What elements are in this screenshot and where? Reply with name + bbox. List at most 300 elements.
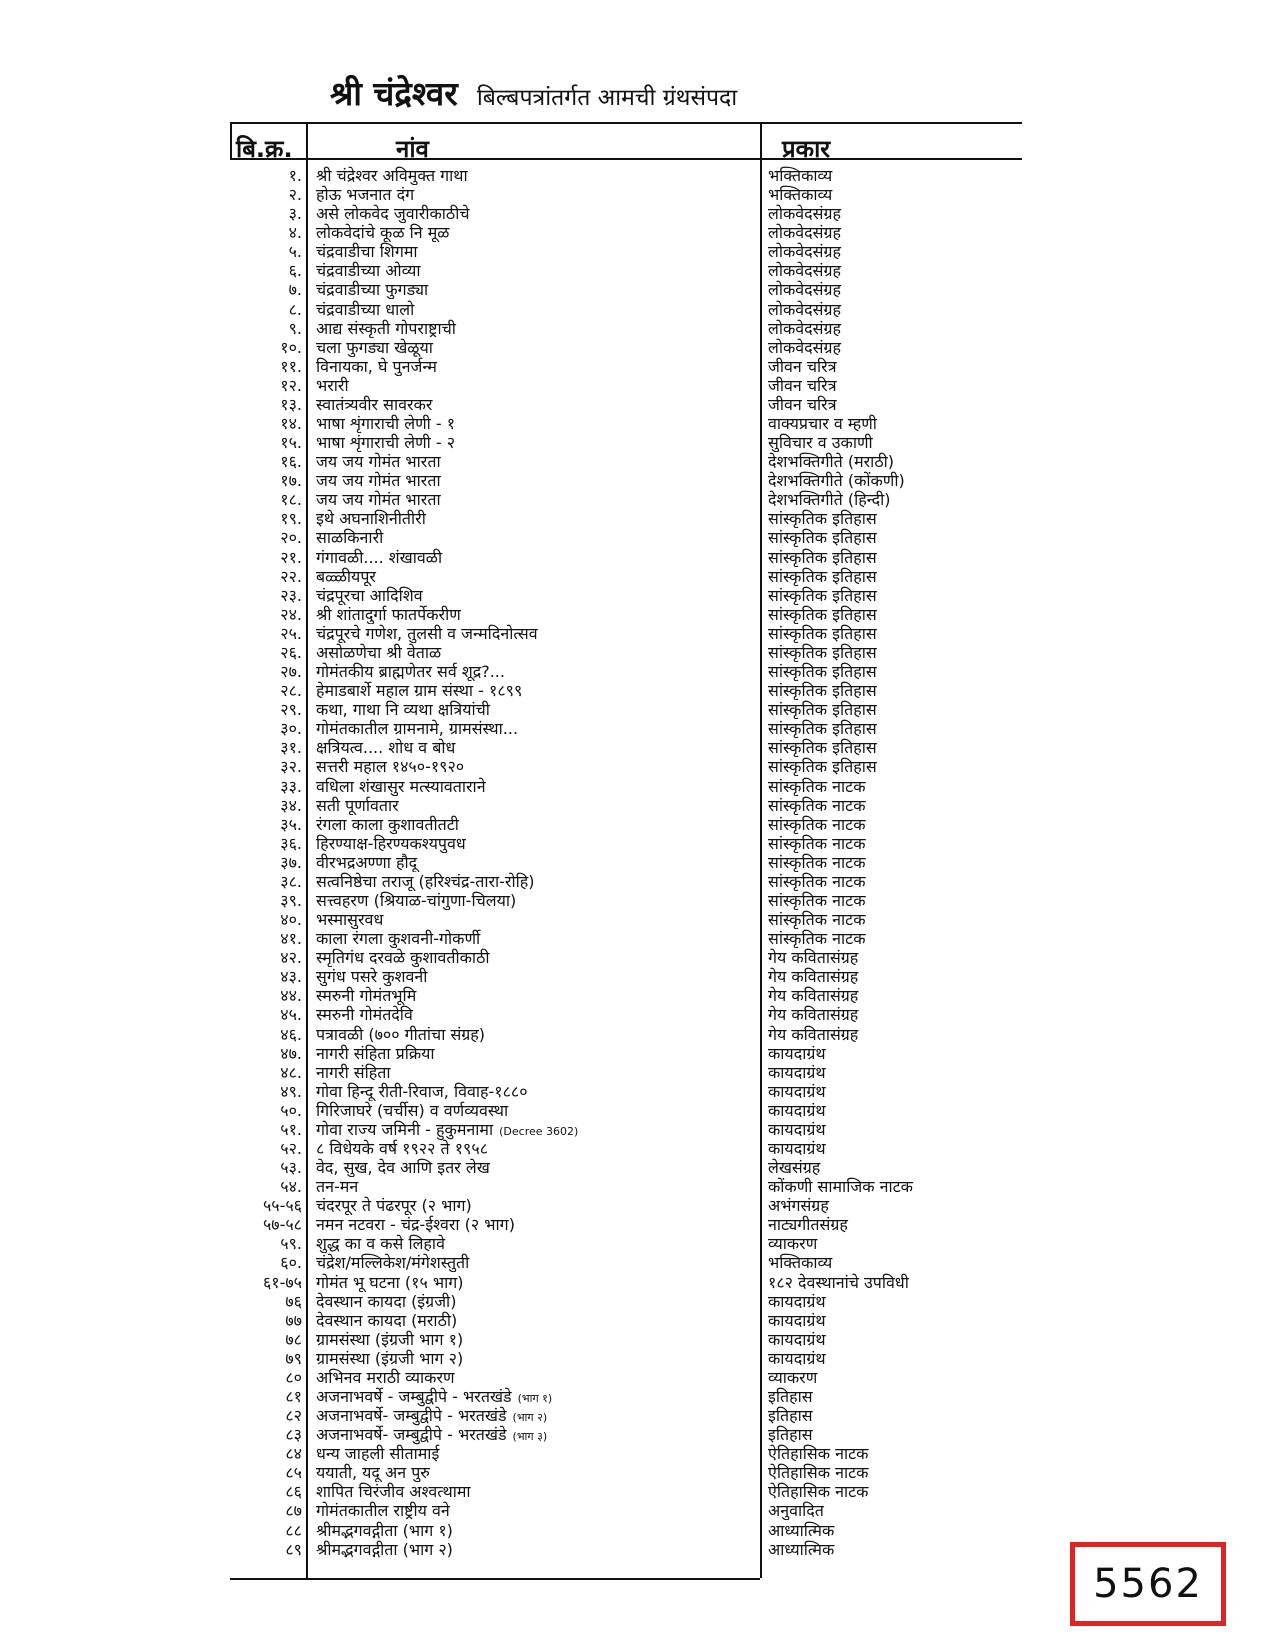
row-title-text: भस्मासुरवध xyxy=(316,910,384,930)
row-title-text: श्री शांतादुर्गा फातर्पेकरीण xyxy=(316,604,461,624)
title-subtitle: बिल्बपत्रांतर्गत आमची ग्रंथसंपदा xyxy=(476,85,738,111)
row-title-text: जय जय गोमंत भारता xyxy=(316,490,441,510)
row-type: सांस्कृतिक इतिहास xyxy=(768,681,877,701)
header-name: नांव xyxy=(396,135,429,163)
row-type: देशभक्तिगीते (हिन्दी) xyxy=(768,490,891,510)
table-row xyxy=(230,300,1022,319)
row-title-text: श्रीमद्भगवद्गीता (भाग १) xyxy=(316,1520,453,1540)
row-serial: ३३. xyxy=(280,776,302,796)
row-title-text: भरारी xyxy=(316,375,349,395)
row-title xyxy=(316,1196,746,1215)
table-row xyxy=(230,1330,1022,1349)
row-title xyxy=(316,261,746,280)
row-type: व्याकरण xyxy=(768,1367,818,1387)
row-type: जीवन चरित्र xyxy=(768,356,837,376)
row-type: लोकवेदसंग्रह xyxy=(768,204,842,224)
row-title xyxy=(316,986,746,1005)
row-type: गेय कवितासंग्रह xyxy=(768,1005,859,1025)
row-type: ऐतिहासिक नाटक xyxy=(768,1444,869,1464)
row-serial: ७६ xyxy=(285,1291,302,1311)
table-row xyxy=(230,548,1022,567)
row-title-text: गोवा हिन्दू रीती-रिवाज, विवाह-१८८० xyxy=(316,1081,528,1101)
row-serial: ४८. xyxy=(280,1062,302,1082)
row-serial: ८. xyxy=(288,299,302,319)
row-type: सांस्कृतिक इतिहास xyxy=(768,642,877,662)
row-serial: ३. xyxy=(288,204,302,224)
row-type: सांस्कृतिक इतिहास xyxy=(768,719,877,739)
row-title-text: काला रंगला कुशवनी-गोकर्णी xyxy=(316,929,481,949)
row-serial: ३५. xyxy=(280,814,302,834)
row-serial: ८० xyxy=(285,1367,302,1387)
row-type: सांस्कृतिक नाटक xyxy=(768,852,866,872)
row-serial: ३९. xyxy=(280,890,302,910)
row-title xyxy=(316,967,746,986)
table-row xyxy=(230,1521,1022,1540)
row-title xyxy=(316,528,746,547)
row-title xyxy=(316,681,746,700)
row-title xyxy=(316,204,746,223)
row-title-note: (भाग १) xyxy=(517,1392,553,1405)
row-title xyxy=(316,1005,746,1024)
table-row xyxy=(230,948,1022,967)
row-title xyxy=(316,1082,746,1101)
row-serial: ८८ xyxy=(285,1520,302,1540)
row-serial: ९. xyxy=(288,318,302,338)
row-title xyxy=(316,1406,746,1427)
row-title xyxy=(316,1139,746,1158)
row-serial: ३७. xyxy=(280,852,302,872)
row-title xyxy=(316,1425,746,1446)
table-row xyxy=(230,738,1022,757)
row-serial: ४६. xyxy=(280,1024,302,1044)
row-serial: २५. xyxy=(280,623,302,643)
row-type: लोकवेदसंग्रह xyxy=(768,261,842,281)
table-row xyxy=(230,395,1022,414)
table-row xyxy=(230,834,1022,853)
row-title xyxy=(316,1482,746,1501)
table-row xyxy=(230,1005,1022,1024)
row-title xyxy=(316,1215,746,1234)
row-title-text: जय जय गोमंत भारता xyxy=(316,471,441,491)
row-title-text: स्मरुनी गोमंतभूमि xyxy=(316,986,417,1006)
row-title xyxy=(316,1501,746,1520)
row-title xyxy=(316,1101,746,1120)
row-type: सांस्कृतिक इतिहास xyxy=(768,700,877,720)
row-serial: ८६ xyxy=(285,1482,302,1502)
row-title-text: सत्त्वहरण (श्रियाळ-चांगुणा-चिलया) xyxy=(316,890,517,910)
row-title xyxy=(316,719,746,738)
table-row xyxy=(230,1101,1022,1120)
row-title-text: विनायका, घे पुनर्जन्म xyxy=(316,356,437,376)
row-title xyxy=(316,796,746,815)
row-type: अनुवादित xyxy=(768,1501,824,1521)
row-serial: ५७-५८ xyxy=(262,1215,302,1235)
row-title-text: अजनाभवर्षे- जम्बुद्वीपे - भरतखंडे xyxy=(316,1406,507,1426)
row-type: व्याकरण xyxy=(768,1234,818,1254)
row-title xyxy=(316,395,746,414)
table-row xyxy=(230,1406,1022,1425)
row-title-note: (भाग २) xyxy=(512,1411,548,1425)
table-row xyxy=(230,700,1022,719)
row-type: सांस्कृतिक नाटक xyxy=(768,814,866,834)
table-bottom-rule xyxy=(230,1578,760,1580)
row-title xyxy=(316,300,746,319)
row-serial: २३. xyxy=(280,585,302,605)
row-type: सांस्कृतिक इतिहास xyxy=(768,738,877,758)
row-serial: ४९. xyxy=(280,1081,302,1101)
row-serial: १७. xyxy=(280,471,302,491)
row-title-text: लोकवेदांचे कूळ नि मूळ xyxy=(316,223,450,243)
table-row xyxy=(230,1349,1022,1368)
row-serial: ७८ xyxy=(285,1329,302,1349)
row-title xyxy=(316,1120,746,1141)
row-title xyxy=(316,567,746,586)
row-type: सांस्कृतिक इतिहास xyxy=(768,585,877,605)
row-title xyxy=(316,452,746,471)
row-title-text: हिरण्याक्ष-हिरण्यकश्यपुवध xyxy=(316,833,466,853)
row-title-text: स्वातंत्र्यवीर सावरकर xyxy=(316,394,433,414)
row-title-text: चंद्रपूरचे गणेश, तुलसी व जन्मदिनोत्सव xyxy=(316,623,538,643)
row-serial: ४०. xyxy=(280,910,302,930)
row-type: भक्तिकाव्य xyxy=(768,185,833,205)
row-serial: २६. xyxy=(280,642,302,662)
row-title xyxy=(316,376,746,395)
row-type: जीवन चरित्र xyxy=(768,394,837,414)
table-row xyxy=(230,891,1022,910)
table-row xyxy=(230,1463,1022,1482)
row-title xyxy=(316,1387,746,1408)
table-row xyxy=(230,338,1022,357)
row-title xyxy=(316,872,746,891)
row-serial: १९. xyxy=(280,509,302,529)
row-title xyxy=(316,185,746,204)
row-title-text: वीरभद्रअण्णा हौदू xyxy=(316,852,418,872)
table-row xyxy=(230,910,1022,929)
header-type: प्रकार xyxy=(782,135,831,163)
row-serial: १. xyxy=(288,166,302,185)
row-title xyxy=(316,1273,746,1292)
row-type: ऐतिहासिक नाटक xyxy=(768,1482,869,1502)
row-type: सुविचार व उकाणी xyxy=(768,433,873,453)
row-serial: ८५ xyxy=(285,1463,302,1483)
row-title-text: चंदरपूर ते पंढरपूर (२ भाग) xyxy=(316,1196,472,1216)
table-row xyxy=(230,319,1022,338)
row-type: लोकवेदसंग्रह xyxy=(768,223,842,243)
row-type: भक्तिकाव्य xyxy=(768,1253,833,1273)
row-title-text: गिरिजाघरे (चर्चीस) व वर्णव्यवस्था xyxy=(316,1100,509,1120)
row-title xyxy=(316,929,746,948)
row-type: सांस्कृतिक इतिहास xyxy=(768,604,877,624)
table-row xyxy=(230,853,1022,872)
table-row xyxy=(230,1273,1022,1292)
row-title xyxy=(316,280,746,299)
row-title xyxy=(316,319,746,338)
table-row xyxy=(230,605,1022,624)
table-row xyxy=(230,204,1022,223)
row-type: १८२ देवस्थानांचे उपविधी xyxy=(768,1272,909,1292)
row-serial: ५१. xyxy=(280,1119,302,1139)
table-row xyxy=(230,1444,1022,1463)
row-serial: ३१. xyxy=(280,738,302,758)
row-title xyxy=(316,490,746,509)
row-title-text: चला फुगड्या खेळूया xyxy=(316,337,433,357)
row-type: सांस्कृतिक नाटक xyxy=(768,890,866,910)
row-serial: ११. xyxy=(280,356,302,376)
row-title-text: चंद्रवाडीचा शिगमा xyxy=(316,242,418,262)
row-type: कायदाग्रंथ xyxy=(768,1138,826,1158)
table-row xyxy=(230,1501,1022,1520)
row-title xyxy=(316,1349,746,1368)
row-type: लेखसंग्रह xyxy=(768,1158,821,1178)
row-serial: २९. xyxy=(280,700,302,720)
row-serial: ५३. xyxy=(280,1158,302,1178)
table-top-rule xyxy=(230,122,1022,124)
table-row xyxy=(230,681,1022,700)
row-title-text: असोळणेचा श्री वेताळ xyxy=(316,642,442,662)
row-title xyxy=(316,948,746,967)
row-title-text: जय जय गोमंत भारता xyxy=(316,452,441,472)
row-title xyxy=(316,166,746,185)
row-serial: ५०. xyxy=(280,1100,302,1120)
table-row xyxy=(230,586,1022,605)
table-row xyxy=(230,452,1022,471)
table-row xyxy=(230,357,1022,376)
row-serial: ३२. xyxy=(280,757,302,777)
row-serial: २. xyxy=(288,185,302,205)
row-type: सांस्कृतिक इतिहास xyxy=(768,623,877,643)
row-title xyxy=(316,242,746,261)
row-title-note: (Decree 3602) xyxy=(499,1124,579,1138)
table-row xyxy=(230,929,1022,948)
row-serial: ४७. xyxy=(280,1043,302,1063)
row-title xyxy=(316,662,746,681)
row-title xyxy=(316,777,746,796)
row-type: सांस्कृतिक इतिहास xyxy=(768,757,877,777)
row-title xyxy=(316,624,746,643)
row-title-text: श्रीमद्भगवद्गीता (भाग २) xyxy=(316,1539,453,1559)
row-title xyxy=(316,1311,746,1330)
table-row xyxy=(230,757,1022,776)
row-title xyxy=(316,910,746,929)
table-row xyxy=(230,185,1022,204)
row-title-text: धन्य जाहली सीतामाई xyxy=(316,1444,440,1464)
table-row xyxy=(230,528,1022,547)
row-title xyxy=(316,1521,746,1540)
table-row xyxy=(230,1253,1022,1272)
row-serial: २२. xyxy=(280,566,302,586)
row-serial: ४१. xyxy=(280,929,302,949)
row-serial: २४. xyxy=(280,604,302,624)
row-title-text: क्षत्रियत्व.... शोध व बोध xyxy=(316,738,456,758)
table-row xyxy=(230,1292,1022,1311)
row-serial: १३. xyxy=(280,394,302,414)
table-row xyxy=(230,986,1022,1005)
row-title-text: गोमंत भू घटना (१५ भाग) xyxy=(316,1272,464,1292)
table-row xyxy=(230,261,1022,280)
row-type: गेय कवितासंग्रह xyxy=(768,967,859,987)
table-row xyxy=(230,662,1022,681)
row-title-text: श्री चंद्रेश्वर अविमुक्त गाथा xyxy=(316,166,468,185)
table-row xyxy=(230,1311,1022,1330)
table-row xyxy=(230,1540,1022,1559)
row-title-text: ८ विधेयके वर्ष १९२२ ते १९५८ xyxy=(316,1138,489,1158)
row-title-text: गोमंतकीय ब्राह्मणेतर सर्व शूद्र?... xyxy=(316,662,505,682)
row-title-text: चंद्रवाडीच्या फुगड्या xyxy=(316,280,429,300)
row-title xyxy=(316,815,746,834)
row-serial: ८९ xyxy=(285,1539,302,1559)
row-serial: १८. xyxy=(280,490,302,510)
table-row xyxy=(230,1158,1022,1177)
row-title-text: पत्रावळी (७०० गीतांचा संग्रह) xyxy=(316,1024,486,1044)
row-title-text: बळ्ळीयपूर xyxy=(316,566,376,586)
row-title-text: असे लोकवेद जुवारीकाठीचे xyxy=(316,204,470,224)
row-title-text: शुद्ध का व कसे लिहावे xyxy=(316,1234,445,1254)
row-serial: ३०. xyxy=(280,719,302,739)
row-title-text: भाषा शृंगाराची लेणी - १ xyxy=(316,414,456,434)
row-type: सांस्कृतिक इतिहास xyxy=(768,528,877,548)
row-title xyxy=(316,1444,746,1463)
row-serial: २८. xyxy=(280,681,302,701)
row-title xyxy=(316,1044,746,1063)
row-type: कायदाग्रंथ xyxy=(768,1348,826,1368)
row-serial: ३४. xyxy=(280,795,302,815)
table-row xyxy=(230,567,1022,586)
row-type: नाट्यगीतसंग्रह xyxy=(768,1215,848,1235)
row-title xyxy=(316,338,746,357)
row-serial: ३८. xyxy=(280,871,302,891)
row-title-text: तन-मन xyxy=(316,1177,359,1197)
row-serial: ७९ xyxy=(285,1348,302,1368)
row-title-note: (भाग ३) xyxy=(512,1430,548,1444)
row-type: कायदाग्रंथ xyxy=(768,1100,826,1120)
row-serial: ४४. xyxy=(280,986,302,1006)
row-type: लोकवेदसंग्रह xyxy=(768,299,842,319)
row-title xyxy=(316,853,746,872)
row-title xyxy=(316,1330,746,1349)
row-title xyxy=(316,1463,746,1482)
row-serial: ५२. xyxy=(280,1138,302,1158)
row-title-text: साळकिनारी xyxy=(316,528,384,548)
row-serial: ७. xyxy=(288,280,302,300)
row-title xyxy=(316,1177,746,1196)
row-type: सांस्कृतिक नाटक xyxy=(768,795,866,815)
row-serial: १६. xyxy=(280,452,302,472)
table-row xyxy=(230,1044,1022,1063)
row-type: इतिहास xyxy=(768,1425,813,1445)
row-serial: ४३. xyxy=(280,967,302,987)
row-title-text: नागरी संहिता xyxy=(316,1062,391,1082)
row-type: सांस्कृतिक इतिहास xyxy=(768,509,877,529)
row-serial: ८३ xyxy=(285,1425,302,1445)
row-type: आध्यात्मिक xyxy=(768,1539,835,1559)
row-serial: ४५. xyxy=(280,1005,302,1025)
row-title-text: चंद्रवाडीच्या ओव्या xyxy=(316,261,421,281)
row-title-text: स्मरुनी गोमंतदेवि xyxy=(316,1005,413,1025)
stamp-box xyxy=(1070,1542,1226,1626)
table-row xyxy=(230,1196,1022,1215)
row-type: कायदाग्रंथ xyxy=(768,1043,826,1063)
row-serial: १२. xyxy=(280,375,302,395)
row-title-text: वेद, सुख, देव आणि इतर लेख xyxy=(316,1158,490,1178)
table-row xyxy=(230,796,1022,815)
table-row xyxy=(230,242,1022,261)
table-left-rule xyxy=(230,122,232,158)
row-serial: ८४ xyxy=(285,1444,302,1464)
table-row xyxy=(230,815,1022,834)
row-title-text: सत्वनिष्ठेचा तराजू (हरिश्चंद्र-तारा-रोहि) xyxy=(316,871,535,891)
row-type: देशभक्तिगीते (मराठी) xyxy=(768,452,895,472)
row-type: सांस्कृतिक नाटक xyxy=(768,871,866,891)
table-row xyxy=(230,1063,1022,1082)
row-serial: ५९. xyxy=(280,1234,302,1254)
row-serial: ६. xyxy=(288,261,302,281)
row-type: लोकवेदसंग्रह xyxy=(768,318,842,338)
row-type: इतिहास xyxy=(768,1387,813,1406)
table-row xyxy=(230,223,1022,242)
row-title-text: चंद्रवाडीच्या धालो xyxy=(316,299,415,319)
table-row xyxy=(230,719,1022,738)
row-type: इतिहास xyxy=(768,1406,813,1426)
table-row xyxy=(230,777,1022,796)
row-title xyxy=(316,834,746,853)
title-main: श्री चंद्रेश्वर xyxy=(330,74,458,113)
row-title-text: होऊ भजनात दंग xyxy=(316,185,415,205)
row-type: सांस्कृतिक नाटक xyxy=(768,776,866,796)
row-serial: ६१-७५ xyxy=(262,1272,302,1292)
row-type: कोंकणी सामाजिक नाटक xyxy=(768,1177,913,1197)
row-type: वाक्यप्रचार व म्हणी xyxy=(768,414,877,434)
row-type: कायदाग्रंथ xyxy=(768,1081,826,1101)
row-serial: ३६. xyxy=(280,833,302,853)
row-serial: १०. xyxy=(280,337,302,357)
row-type: सांस्कृतिक इतिहास xyxy=(768,547,877,567)
row-title-text: ययाती, यदू अन पुरु xyxy=(316,1463,430,1483)
row-serial: ५४. xyxy=(280,1177,302,1197)
row-serial: ६०. xyxy=(280,1253,302,1273)
row-type: आध्यात्मिक xyxy=(768,1520,835,1540)
row-title xyxy=(316,1540,746,1559)
table-row xyxy=(230,376,1022,395)
row-type: सांस्कृतिक नाटक xyxy=(768,929,866,949)
row-title-text: कथा, गाथा नि व्यथा क्षत्रियांची xyxy=(316,700,490,720)
row-type: ऐतिहासिक नाटक xyxy=(768,1463,869,1483)
stamp-number: 5562 xyxy=(1093,1561,1203,1607)
row-serial: ४. xyxy=(288,223,302,243)
row-title-text: इथे अघनाशिनीतीरी xyxy=(316,509,426,529)
row-title-text: भाषा शृंगाराची लेणी - २ xyxy=(316,433,456,453)
table-body xyxy=(230,166,1022,1559)
table-row xyxy=(230,1368,1022,1387)
row-title xyxy=(316,223,746,242)
table-row xyxy=(230,1177,1022,1196)
row-title-text: अजनाभवर्षे- जम्बुद्वीपे - भरतखंडे xyxy=(316,1425,507,1445)
row-serial: ५. xyxy=(288,242,302,262)
table-row xyxy=(230,967,1022,986)
row-type: सांस्कृतिक नाटक xyxy=(768,910,866,930)
table-row xyxy=(230,872,1022,891)
row-title-text: देवस्थान कायदा (मराठी) xyxy=(316,1310,458,1330)
row-title-text: गोमंतकातील ग्रामनामे, ग्रामसंस्था... xyxy=(316,719,519,739)
row-title xyxy=(316,1025,746,1044)
row-title xyxy=(316,1158,746,1177)
table-row xyxy=(230,166,1022,185)
row-type: गेय कवितासंग्रह xyxy=(768,948,859,968)
row-title xyxy=(316,586,746,605)
row-title-text: अजनाभवर्षे - जम्बुद्वीपे - भरतखंडे xyxy=(316,1387,512,1406)
row-type: गेय कवितासंग्रह xyxy=(768,986,859,1006)
table-row xyxy=(230,433,1022,452)
row-title xyxy=(316,471,746,490)
